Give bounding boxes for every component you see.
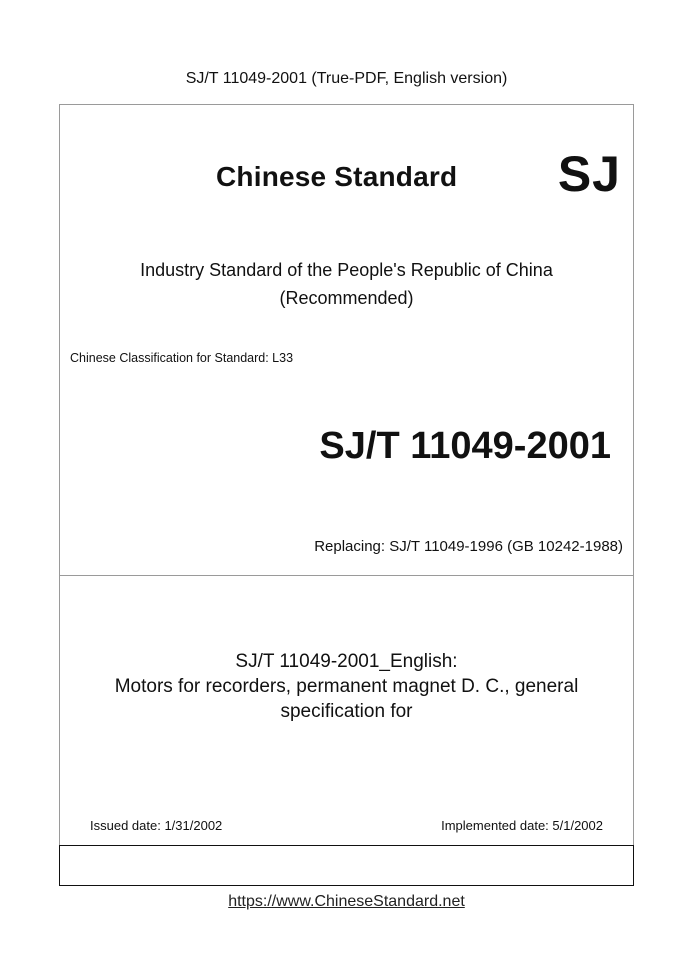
standard-number: SJ/T 11049-2001 bbox=[319, 425, 611, 467]
replacing-note: Replacing: SJ/T 11049-1996 (GB 10242-1988) bbox=[314, 538, 623, 555]
subtitle-line-2: (Recommended) bbox=[279, 288, 414, 308]
document-title-line-2: Motors for recorders, permanent magnet D. C., general bbox=[114, 676, 579, 697]
standard-title: Chinese Standard bbox=[216, 161, 458, 192]
cover-frame bbox=[59, 104, 634, 886]
implemented-date: Implemented date: 5/1/2002 bbox=[441, 818, 603, 833]
section-divider bbox=[60, 575, 633, 576]
page-header: SJ/T 11049-2001 (True-PDF, English version) bbox=[185, 70, 508, 87]
standard-mark: SJ bbox=[557, 146, 621, 202]
subtitle-line-1: Industry Standard of the People's Republic of China bbox=[140, 260, 553, 280]
issued-date: Issued date: 1/31/2002 bbox=[90, 818, 223, 833]
classification-label: Chinese Classification for Standard: L33 bbox=[70, 351, 294, 365]
footer-box bbox=[59, 845, 634, 886]
website-link[interactable]: https://www.ChineseStandard.net bbox=[228, 893, 465, 910]
document-title-line-3: specification for bbox=[280, 701, 413, 722]
document-title-line-1: SJ/T 11049-2001_English: bbox=[235, 651, 458, 672]
